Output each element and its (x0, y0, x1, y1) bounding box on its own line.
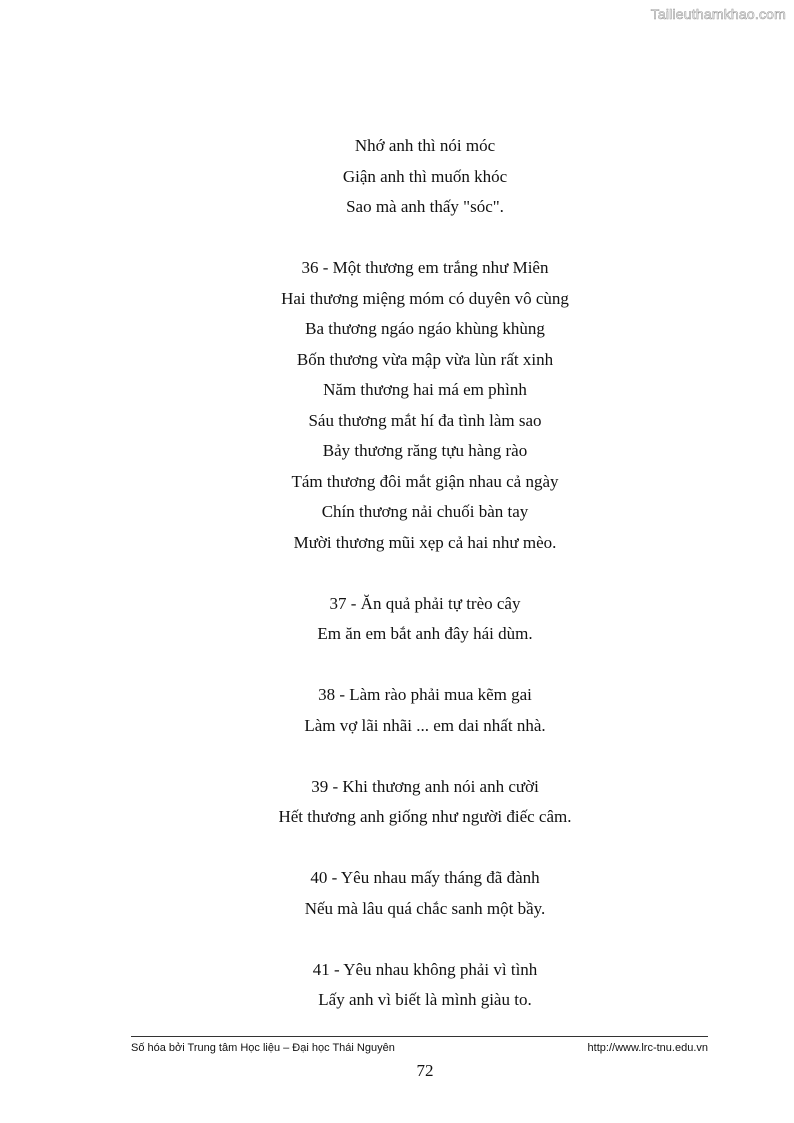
poem-line: 40 - Yêu nhau mấy tháng đã đành (310, 868, 540, 887)
poem-line: Lấy anh vì biết là mình giàu to. (318, 990, 532, 1009)
poem-line: Bốn thương vừa mập vừa lùn rất xinh (296, 349, 554, 369)
poem-line: Tám thương đôi mắt giận nhau cả ngày (291, 471, 559, 491)
stanza-gap (0, 650, 794, 681)
poem-line: 38 - Làm rào phải mua kẽm gai (318, 685, 532, 704)
poem-line: Làm vợ lãi nhãi ... em dai nhất nhà. (304, 715, 546, 735)
poem-line: Giận anh thì muốn khóc (342, 166, 508, 186)
poem-line: Em ăn em bắt anh đây hái dùm. (317, 624, 533, 643)
poem-line: Hai thương miệng móm có duyên vô cùng (281, 288, 569, 308)
poem-body (0, 131, 794, 1016)
page-number: 72 (416, 1061, 434, 1080)
poem-line: 36 - Một thương em trắng như Miên (301, 258, 549, 277)
stanza-gap (0, 558, 794, 589)
stanza-gap (0, 741, 794, 772)
stanza-gap (0, 223, 794, 254)
poem-line: Nếu mà lâu quá chắc sanh một bầy. (304, 898, 546, 918)
footer-source-text: Số hóa bởi Trung tâm Học liệu – Đại học Thái Nguyên (131, 1042, 395, 1054)
watermark-text: Tailieuthamkhao.com (650, 6, 786, 22)
poem-line: 37 - Ăn quả phải tự trèo cây (329, 593, 521, 613)
poem-line: Nhớ anh thì nói móc (354, 136, 496, 155)
poem-line: 41 - Yêu nhau không phải vì tình (312, 959, 538, 979)
poem-line: Sao mà anh thấy "sóc". (346, 197, 504, 216)
poem-line: Ba thương ngáo ngáo khùng khùng (305, 319, 545, 338)
poem-line: Chín thương nải chuối bàn tay (321, 502, 529, 521)
poem-line: Bảy thương răng tựu hàng rào (322, 441, 528, 460)
poem-line: Năm thương hai má em phình (323, 380, 527, 399)
poem-line: Mười thương mũi xẹp cả hai như mèo. (293, 532, 557, 552)
footer-divider (131, 1036, 708, 1037)
poem-line: 39 - Khi thương anh nói anh cười (311, 776, 539, 796)
poem-line: Hết thương anh giống như người điếc câm. (278, 807, 572, 826)
stanza-gap (0, 833, 794, 864)
stanza-gap (0, 924, 794, 955)
footer-url-link[interactable]: http://www.lrc-tnu.edu.vn (587, 1042, 708, 1054)
poem-line: Sáu thương mắt hí đa tình làm sao (308, 410, 542, 430)
